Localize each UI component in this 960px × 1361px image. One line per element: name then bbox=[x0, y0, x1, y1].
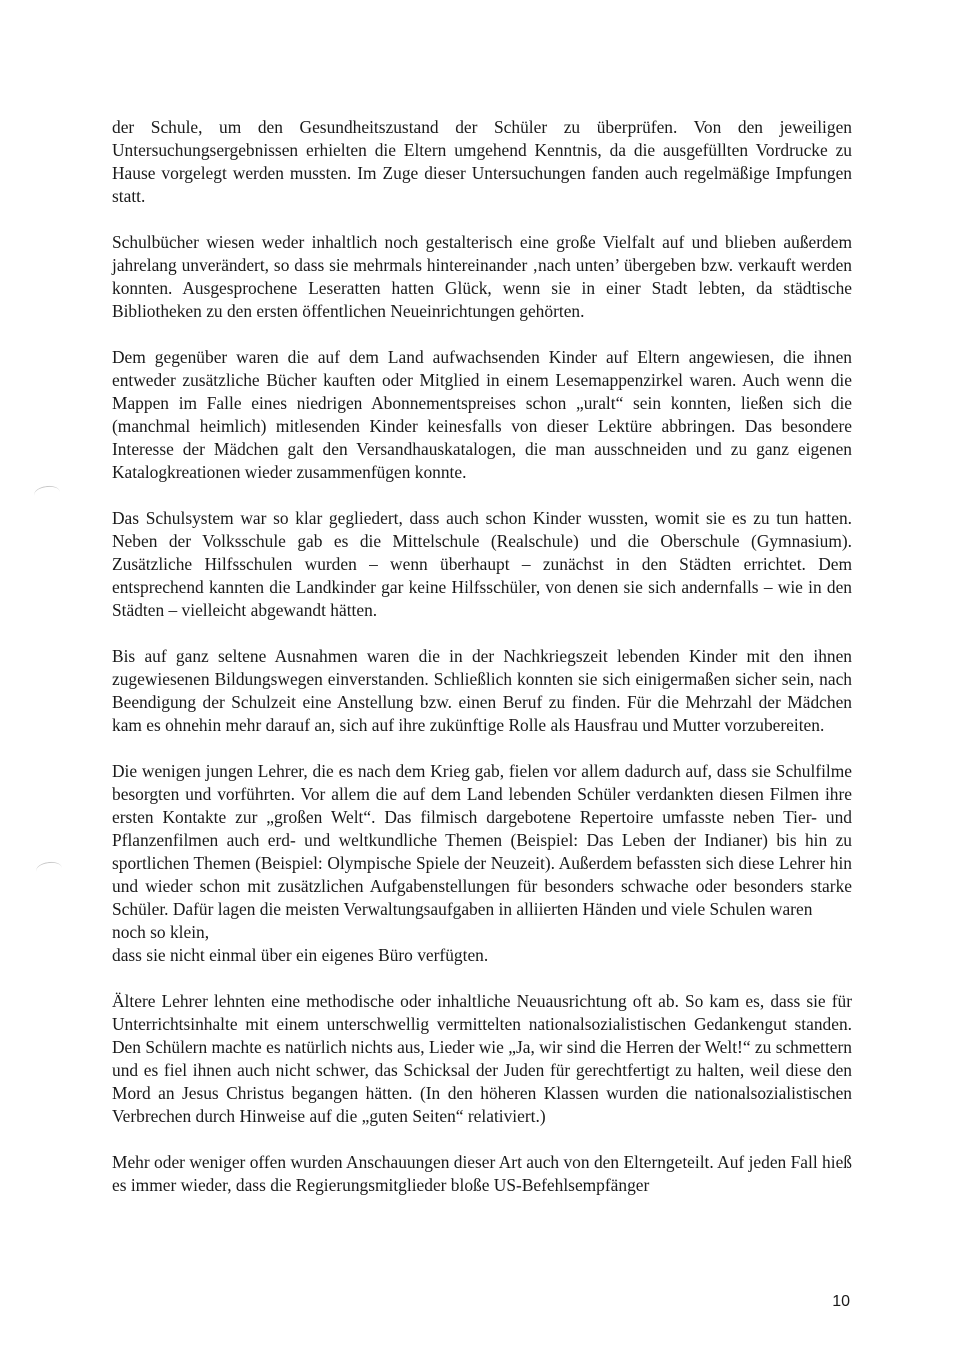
paragraph: Das Schulsystem war so klar gegliedert, dass auch schon Kinder wussten, womit sie es zu tun hatten. Neben der Volksschule gab es die Mittelschule (Realschule) und die Oberschule (Gymnasium). Zusätzliche Hilfsschulen wurden – wenn überhaupt – zunächst in den Städten errichtet. Dem entsprechend kannten die Landkinder gar keine Hilfsschüler, von denen sie sich andernfalls – wie in den Städten – vielleicht abgewandt hätten. bbox=[112, 508, 852, 620]
margin-pencil-mark bbox=[33, 484, 61, 502]
paragraph: der Schule, um den Gesundheitszustand der Schüler zu überprüfen. Von den jeweiligen Untersuchungsergebnissen erhielten die Eltern umgehend Kenntnis, da die ausgefüllten Vordrucke zu Hause vorgelegt werden mussten. Im Zuge dieser Untersuchungen fanden auch regelmäßige Impfungen statt. bbox=[112, 117, 852, 206]
margin-pencil-mark bbox=[35, 860, 63, 878]
paragraph-text: Die wenigen jungen Lehrer, die es nach dem Krieg gab, fielen vor allem dadurch auf, dass sie Schulfilme besorgten und vorführten. Vor allem die auf dem Land lebenden Schüler verdankten diesen Filmen ihre ersten Kontakte zur „großen Welt“. Das filmisch dargebotene Repertoire umfasste neben Tier- und Pflanzenfilmen auch erd- und weltkundliche Themen (Beispiel: Das Leben der Indianer) bis hin zu sportlichen Themen (Beispiel: Olympische Spiele der Neuzeit). Außerdem befassten sich diese Lehrer hin und wieder schon mit zusätzlichen Aufgabenstellungen für besonders schwache oder besonders starke Schüler. Dafür lagen die meisten Verwaltungsaufgaben in alliierten Händen und viele Schulen waren bbox=[112, 761, 852, 919]
paragraph bbox=[112, 760, 852, 967]
paragraph: Mehr oder weniger offen wurden Anschauungen dieser Art auch von den Elterngeteilt. Auf jeden Fall hieß es immer wieder, dass die Regierungsmitglieder bloße US-Befehlsempfänger bbox=[112, 1152, 852, 1195]
paragraph: Ältere Lehrer lehnten eine methodische oder inhaltliche Neuausrichtung oft ab. So kam es, dass sie für Unterrichtsinhalte mit einem unterschwellig vermittelten nationalsozialistischen Gedankengut standen. Den Schülern machte es natürlich nichts aus, Lieder wie „Ja, wir sind die Herren der Welt!“ zu schmettern und es fiel ihnen auch nicht schwer, das Schicksal der Juden für gerechtfertigt zu halten, weil diese den Mord an Jesus Christus begangen hätten. (In den höheren Klassen wurden die nationalsozialistischen Verbrechen durch Hinweise auf die „guten Seiten“ relativiert.) bbox=[112, 991, 852, 1126]
body-text bbox=[112, 116, 852, 1220]
paragraph-line: noch so klein, bbox=[112, 922, 210, 942]
page-number: 10 bbox=[832, 1293, 850, 1310]
paragraph: Bis auf ganz seltene Ausnahmen waren die in der Nachkriegszeit lebenden Kinder mit den ihnen zugewiesenen Bildungswegen einverstanden. Schließlich konnten sie sich einigermaßen sicher sein, nach Beendigung der Schulzeit eine Anstellung bzw. einen Beruf zu finden. Für die Mehrzahl der Mädchen kam es ohnehin mehr darauf an, sich auf ihre zukünftige Rolle als Hausfrau und Mutter vorzubereiten. bbox=[112, 646, 852, 735]
paragraph: Schulbücher wiesen weder inhaltlich noch gestalterisch eine große Vielfalt auf und blieben außerdem jahrelang unverändert, so dass sie mehrmals hintereinander ‚nach unten’ übergeben bzw. verkauft werden konnten. Ausgesprochene Leseratten hatten Glück, wenn sie in einer Stadt lebten, da städtische Bibliotheken zu den ersten öffentlichen Neueinrichtungen gehörten. bbox=[112, 232, 852, 321]
paragraph-line: dass sie nicht einmal über ein eigenes Büro verfügten. bbox=[112, 945, 489, 965]
paragraph: Dem gegenüber waren die auf dem Land aufwachsenden Kinder auf Eltern angewiesen, die ihnen entweder zusätzliche Bücher kauften oder Mitglied in einem Lesemappenzirkel waren. Auch wenn die Mappen im Falle eines niedrigen Abonnementspreises schon „uralt“ sein konnten, ließen sich die (manchmal heimlich) mitlesenden Kinder keinesfalls von dieser Lektüre abbringen. Das besondere Interesse der Mädchen galt den Versandhauskatalogen, die man ausschneiden und zu ganz eigenen Katalogkreationen wieder zusammenfügen konnte. bbox=[112, 347, 852, 482]
